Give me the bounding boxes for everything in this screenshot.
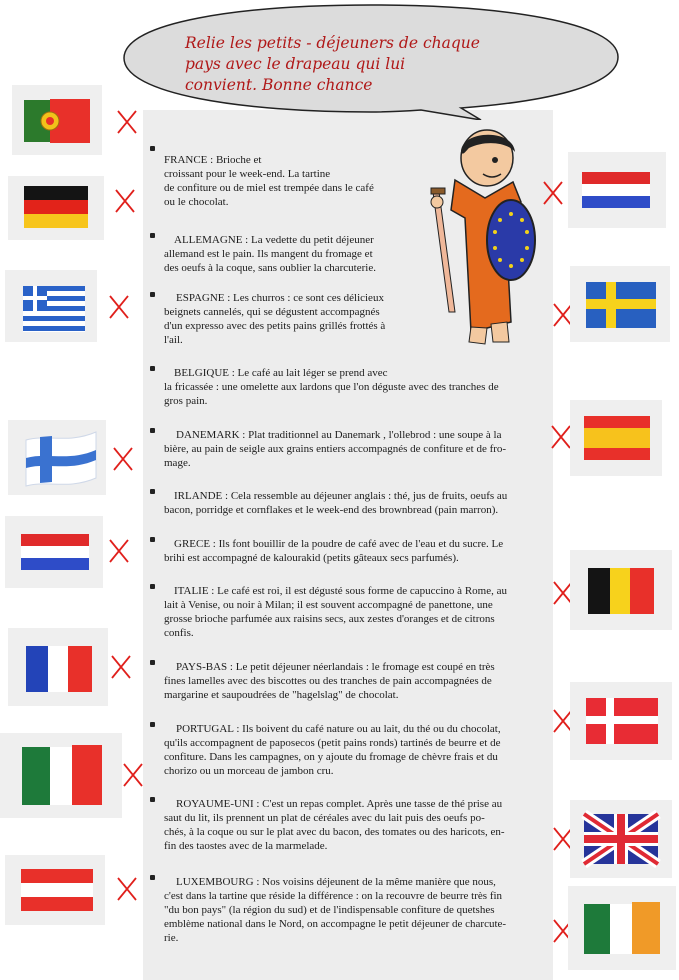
entry-allemagne: ALLEMAGNE : La vedette du petit déjeuner allemand est le pain. Ils mangent du fromage et des oeufs à la coque, sans oublier la charcuterie. — [164, 234, 376, 274]
cross-mark-icon — [108, 538, 130, 564]
bullet — [150, 584, 155, 589]
instruction-line: Relie les petits - déjeuners de chaque — [185, 34, 480, 52]
entry-portugal: PORTUGAL : Ils boivent du café nature ou au lait, du thé ou du chocolat, qu'ils accompagnent de paposecos (petit pains ronds) tartinés de beurre et de confiture. Dans les campagnes, on y ajoute du fromage de chèvre frais et du chorizo ou un morceau de jambon cru. — [164, 723, 501, 777]
instruction-text — [185, 33, 565, 96]
belgium-flag[interactable] — [570, 550, 672, 630]
france-flag[interactable] — [8, 628, 108, 706]
bullet — [150, 146, 155, 151]
entry-irlande: IRLANDE : Cela ressemble au déjeuner anglais : thé, jus de fruits, oeufs au bacon, porridge et cornflakes et le week-end des brownbread (pain marron). — [164, 490, 508, 516]
cross-mark-icon — [550, 424, 572, 450]
bullet — [150, 660, 155, 665]
instruction-line: convient. Bonne chance — [185, 76, 373, 94]
instruction-line: pays avec le drapeau qui lui — [185, 55, 406, 73]
bullet — [150, 233, 155, 238]
netherlands-flag[interactable] — [5, 516, 103, 588]
entry-france: FRANCE : Brioche et croissant pour le week-end. La tartine de confiture ou de miel est trempée dans le café ou le chocolat. — [164, 154, 374, 208]
entry-luxembourg: LUXEMBOURG : Nos voisins déjeunent de la même manière que nous, c'est dans la tartine que réside la différence : on la recouvre de beurre très fin "du bon pays" (la région du sud) et de l'indispensable confiture de quetshes emblème national dans le Nord, on accompagne le petit déjeuner de charcute- rie. — [164, 876, 507, 944]
ireland-flag[interactable] — [568, 886, 676, 970]
denmark-flag[interactable] — [570, 682, 672, 760]
entry-pays-bas: PAYS-BAS : Le petit déjeuner néerlandais : le fromage est coupé en très fines lamelles avec des biscottes ou des tranches de pain accompagnées de margarine et saupoudrées de "hagelslag" de chocolat. — [164, 661, 495, 701]
cross-mark-icon — [122, 762, 144, 788]
entry-danemark: DANEMARK : Plat traditionnel au Danemark , l'ollebrod : une soupe à la bière, au pain de seigle aux grains entiers accompagnés de confiture et de fro- mage. — [164, 429, 507, 469]
boy-with-shield-illustration — [425, 122, 545, 352]
cross-mark-icon — [542, 180, 564, 206]
portugal-flag[interactable] — [12, 85, 102, 155]
bullet — [150, 797, 155, 802]
entry-belgique: BELGIQUE : Le café au lait léger se prend avec la fricassée : une omelette aux lardons que l'on déguste avec des tranches de gros pain. — [164, 367, 499, 407]
greece-flag[interactable] — [5, 270, 97, 342]
bullet — [150, 875, 155, 880]
entry-italie: ITALIE : Le café est roi, il est dégusté sous forme de capuccino à Rome, au lait à Venise, ou noir à Milan; il est souvent accompagné de panettone, une grosse brioche parfumée aux raisins secs, aux zestes d'oranges et de citrons confis. — [164, 585, 507, 639]
bullet — [150, 292, 155, 297]
spain-flag[interactable] — [570, 400, 662, 476]
united-kingdom-flag[interactable] — [570, 800, 672, 878]
netherlands-flag[interactable] — [568, 152, 666, 228]
cross-mark-icon — [112, 446, 134, 472]
bullet — [150, 366, 155, 371]
bullet — [150, 489, 155, 494]
sweden-flag[interactable] — [570, 266, 670, 342]
cross-mark-icon — [116, 109, 138, 135]
cross-mark-icon — [108, 294, 130, 320]
cross-mark-icon — [110, 654, 132, 680]
italy-flag[interactable] — [0, 733, 122, 818]
cross-mark-icon — [116, 876, 138, 902]
entry-royaume-uni: ROYAUME-UNI : C'est un repas complet. Après une tasse de thé prise au saut du lit, ils prennent un plat de céréales avec du lait puis des oeufs po- chés, à la coque ou sur le plat avec du bacon, des tomates ou des haricots, en- fin des taostes avec de la marmelade. — [164, 798, 505, 852]
entry-grece: GRECE : Ils font bouillir de la poudre de café avec de l'eau et du sucre. Le brihi est accompagné de kalourakid (petits gâteaux secs parfumés). — [164, 538, 504, 564]
cross-mark-icon — [114, 188, 136, 214]
finland-flag[interactable] — [8, 420, 106, 495]
bullet — [150, 428, 155, 433]
entry-espagne: ESPAGNE : Les churros : ce sont ces délicieux beignets cannelés, qui se dégustent accompagnés d'un expresso avec des petits pains grillés frottés à l'ail. — [164, 292, 386, 346]
austria-flag[interactable] — [5, 855, 105, 925]
bullet — [150, 722, 155, 727]
germany-flag[interactable] — [8, 176, 104, 240]
bullet — [150, 537, 155, 542]
